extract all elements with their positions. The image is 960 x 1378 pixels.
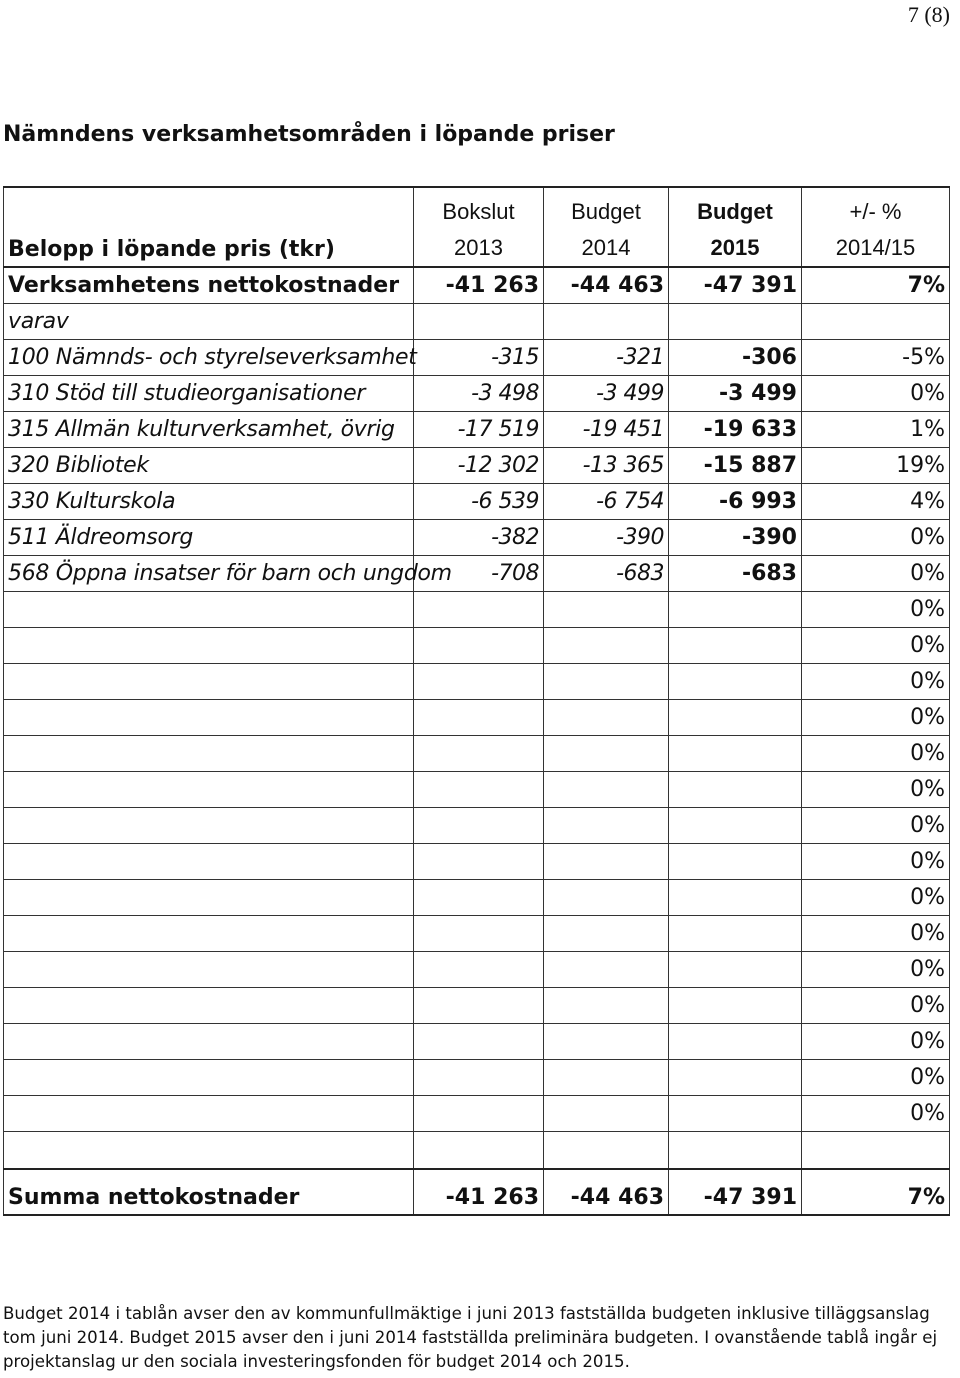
empty-v3: [669, 1096, 802, 1132]
empty-v2: [544, 628, 669, 664]
empty-row: [4, 880, 950, 916]
row-bokslut-2013: -382: [414, 520, 544, 556]
row-name: 315 Allmän kulturverksamhet, övrig: [4, 412, 414, 448]
empty-pct: 0%: [802, 700, 950, 736]
row-budget-2015: -15 887: [669, 448, 802, 484]
empty-v1: [414, 1060, 544, 1096]
empty-v2: [544, 1060, 669, 1096]
empty-name: [4, 1024, 414, 1060]
row-change-pct: 1%: [802, 412, 950, 448]
empty-row: [4, 592, 950, 628]
empty-v1: [414, 988, 544, 1024]
empty-v1: [414, 628, 544, 664]
empty-v2: [544, 592, 669, 628]
empty-name: [4, 664, 414, 700]
header-bokslut-2013: [414, 187, 544, 267]
footnote: Budget 2014 i tablån avser den av kommunfullmäktige i juni 2013 fastställda budgeten inklusive tilläggsanslag tom juni 2014. Budget 2015 avser den i juni 2014 fastställda preliminära budgeten. I ovanstående tablå ingår ej projektanslag ur den sociala investeringsfonden för budget 2014 och 2015.: [3, 1304, 938, 1371]
empty-row: [4, 664, 950, 700]
spacer-cell: [414, 1132, 544, 1170]
row-name: 100 Nämnds- och styrelseverksamhet: [4, 340, 414, 376]
sum-row-name: Summa nettokostnader: [4, 1169, 414, 1215]
row-budget-2014: -3 499: [544, 376, 669, 412]
row-name: 330 Kulturskola: [4, 484, 414, 520]
empty-row: [4, 772, 950, 808]
empty-row: [4, 808, 950, 844]
row-budget-2014: -13 365: [544, 448, 669, 484]
varav-empty-1: [414, 304, 544, 340]
empty-name: [4, 592, 414, 628]
row-name: 320 Bibliotek: [4, 448, 414, 484]
total-row-v1: -41 263: [414, 267, 544, 304]
table-row: [4, 376, 950, 412]
empty-v2: [544, 952, 669, 988]
empty-v1: [414, 808, 544, 844]
empty-name: [4, 1096, 414, 1132]
empty-v2: [544, 664, 669, 700]
row-change-pct: 0%: [802, 376, 950, 412]
empty-pct: 0%: [802, 1060, 950, 1096]
empty-pct: 0%: [802, 664, 950, 700]
empty-v2: [544, 880, 669, 916]
empty-v1: [414, 1024, 544, 1060]
row-budget-2015: -683: [669, 556, 802, 592]
empty-name: [4, 700, 414, 736]
header-change-percent: [802, 187, 950, 267]
empty-v3: [669, 952, 802, 988]
table-row: [4, 340, 950, 376]
empty-v2: [544, 736, 669, 772]
empty-pct: 0%: [802, 916, 950, 952]
spacer-cell: [802, 1132, 950, 1170]
row-budget-2015: -3 499: [669, 376, 802, 412]
empty-row: [4, 952, 950, 988]
sum-row-v3: -47 391: [669, 1169, 802, 1215]
header-col2-bottom: 2014: [581, 235, 631, 260]
empty-v2: [544, 844, 669, 880]
total-row-pct: 7%: [802, 267, 950, 304]
empty-v3: [669, 916, 802, 952]
row-change-pct: 4%: [802, 484, 950, 520]
empty-v3: [669, 700, 802, 736]
header-budget-2015: [669, 187, 802, 267]
varav-label: varav: [4, 304, 414, 340]
sum-row: [4, 1169, 950, 1215]
empty-v1: [414, 772, 544, 808]
header-col1-bottom: 2013: [454, 235, 503, 260]
empty-v3: [669, 808, 802, 844]
empty-pct: 0%: [802, 844, 950, 880]
row-budget-2014: -683: [544, 556, 669, 592]
header-col4-top: +/- %: [849, 199, 902, 224]
row-budget-2015: -19 633: [669, 412, 802, 448]
empty-name: [4, 880, 414, 916]
header-budget-2014: [544, 187, 669, 267]
page-heading: Nämndens verksamhetsområden i löpande priser: [3, 122, 615, 147]
page-number: 7 (8): [907, 2, 950, 27]
empty-v1: [414, 592, 544, 628]
total-row-v2: -44 463: [544, 267, 669, 304]
row-bokslut-2013: -12 302: [414, 448, 544, 484]
total-row-v3: -47 391: [669, 267, 802, 304]
empty-pct: 0%: [802, 1024, 950, 1060]
empty-name: [4, 952, 414, 988]
empty-pct: 0%: [802, 628, 950, 664]
empty-pct: 0%: [802, 880, 950, 916]
empty-row: [4, 1060, 950, 1096]
row-bokslut-2013: -708: [414, 556, 544, 592]
spacer-cell: [4, 1132, 414, 1170]
empty-v1: [414, 952, 544, 988]
row-name: 568 Öppna insatser för barn och ungdom: [4, 556, 414, 592]
spacer-cell: [544, 1132, 669, 1170]
row-budget-2014: -390: [544, 520, 669, 556]
total-row-name: Verksamhetens nettokostnader: [4, 267, 414, 304]
empty-name: [4, 988, 414, 1024]
empty-pct: 0%: [802, 592, 950, 628]
empty-v3: [669, 628, 802, 664]
row-change-pct: 0%: [802, 556, 950, 592]
row-budget-2015: -6 993: [669, 484, 802, 520]
empty-v3: [669, 880, 802, 916]
empty-row: [4, 628, 950, 664]
empty-v2: [544, 1096, 669, 1132]
empty-v3: [669, 772, 802, 808]
empty-row: [4, 844, 950, 880]
varav-empty-3: [669, 304, 802, 340]
row-name: 310 Stöd till studieorganisationer: [4, 376, 414, 412]
row-name: 511 Äldreomsorg: [4, 520, 414, 556]
header-col3-top: Budget: [697, 199, 773, 224]
empty-pct: 0%: [802, 952, 950, 988]
table-header-row: [4, 187, 950, 267]
table-row: [4, 412, 950, 448]
sum-row-pct: 7%: [802, 1169, 950, 1215]
row-change-pct: 0%: [802, 520, 950, 556]
empty-v2: [544, 808, 669, 844]
empty-v2: [544, 988, 669, 1024]
empty-name: [4, 808, 414, 844]
varav-row: [4, 304, 950, 340]
empty-v2: [544, 1024, 669, 1060]
empty-v1: [414, 664, 544, 700]
sum-row-v1: -41 263: [414, 1169, 544, 1215]
header-col1-top: Bokslut: [442, 199, 515, 224]
empty-row: [4, 736, 950, 772]
empty-pct: 0%: [802, 736, 950, 772]
spacer-row: [4, 1132, 950, 1170]
empty-name: [4, 916, 414, 952]
empty-v2: [544, 772, 669, 808]
empty-v2: [544, 700, 669, 736]
empty-v3: [669, 844, 802, 880]
empty-pct: 0%: [802, 808, 950, 844]
empty-v3: [669, 592, 802, 628]
header-label: Belopp i löpande pris (tkr): [4, 187, 414, 267]
empty-row: [4, 988, 950, 1024]
empty-v3: [669, 736, 802, 772]
empty-row: [4, 1024, 950, 1060]
table-row: [4, 448, 950, 484]
empty-pct: 0%: [802, 772, 950, 808]
row-change-pct: -5%: [802, 340, 950, 376]
empty-v3: [669, 988, 802, 1024]
row-budget-2014: -6 754: [544, 484, 669, 520]
sum-row-v2: -44 463: [544, 1169, 669, 1215]
empty-v1: [414, 880, 544, 916]
empty-name: [4, 844, 414, 880]
row-bokslut-2013: -3 498: [414, 376, 544, 412]
empty-v3: [669, 1060, 802, 1096]
empty-name: [4, 736, 414, 772]
header-col4-bottom: 2014/15: [835, 235, 916, 260]
empty-pct: 0%: [802, 1096, 950, 1132]
empty-name: [4, 772, 414, 808]
table-row: [4, 484, 950, 520]
table-row: [4, 520, 950, 556]
empty-v2: [544, 916, 669, 952]
budget-table-body: [4, 187, 950, 1215]
empty-name: [4, 1060, 414, 1096]
varav-empty-4: [802, 304, 950, 340]
total-row: [4, 267, 950, 304]
varav-empty-2: [544, 304, 669, 340]
empty-name: [4, 628, 414, 664]
empty-v1: [414, 916, 544, 952]
empty-row: [4, 916, 950, 952]
empty-row: [4, 700, 950, 736]
table-row: [4, 556, 950, 592]
empty-v3: [669, 664, 802, 700]
row-change-pct: 19%: [802, 448, 950, 484]
row-budget-2015: -306: [669, 340, 802, 376]
spacer-cell: [669, 1132, 802, 1170]
row-bokslut-2013: -6 539: [414, 484, 544, 520]
empty-v1: [414, 844, 544, 880]
header-col2-top: Budget: [571, 199, 641, 224]
row-bokslut-2013: -315: [414, 340, 544, 376]
empty-row: [4, 1096, 950, 1132]
row-budget-2014: -19 451: [544, 412, 669, 448]
empty-v1: [414, 1096, 544, 1132]
row-budget-2014: -321: [544, 340, 669, 376]
header-col3-bottom: 2015: [710, 235, 760, 260]
empty-v1: [414, 736, 544, 772]
empty-v3: [669, 1024, 802, 1060]
row-budget-2015: -390: [669, 520, 802, 556]
empty-pct: 0%: [802, 988, 950, 1024]
row-bokslut-2013: -17 519: [414, 412, 544, 448]
empty-v1: [414, 700, 544, 736]
budget-table: [3, 186, 950, 1216]
